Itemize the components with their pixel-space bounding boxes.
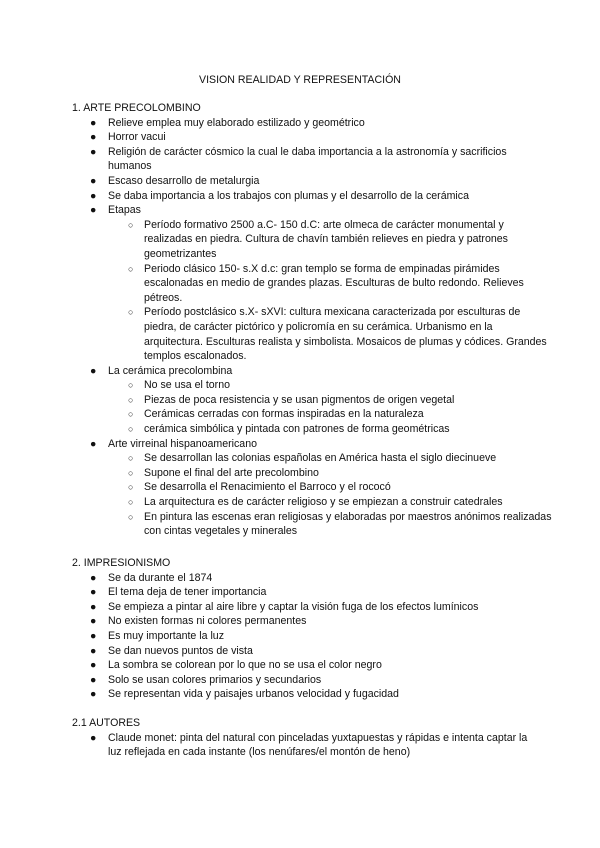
section-heading: 1. ARTE PRECOLOMBINO [72,102,201,114]
list-item: ● Solo se usan colores primarios y secundarios [90,673,322,686]
bullet-list [72,731,532,760]
sublist-item: ○ cerámica simbólica y pintada con patrones de forma geométricas [128,423,450,436]
bullet-icon: ● [90,615,97,628]
virreinal-sublist [72,451,552,539]
sublist-item: ○ Período postclásico s.X- sXVI: cultura mexicana caracterizada por esculturas de piedra, de carácter pictórico y policromía en su cerámica. Urbanismo en la arquitectura. Esculturas realista y simbolista. Mosaicos de plumas y códices. Grandes templos escalonados. [128,306,547,363]
bullet-icon: ● [90,174,97,187]
bullet-icon: ● [90,437,97,450]
sublist-item: ○ Supone el final del arte precolombino [128,466,319,479]
list-item: ● No existen formas ni colores permanentes [90,615,307,628]
list-item: ● Es muy importante la luz [90,629,224,642]
list-item: ● Horror vacui [90,131,166,144]
list-item: ● Religión de carácter cósmico la cual le daba importancia a la astronomía y sacrificios humanos [90,145,507,173]
bullet-icon: ● [90,600,97,613]
hollow-bullet-icon: ○ [128,453,134,464]
sublist-item: ○ La arquitectura es de carácter religioso y se empiezan a construir catedrales [128,496,503,509]
section-arte-precolombino [72,101,552,539]
section-autores [72,716,532,760]
list-item: ● Se empieza a pintar al aire libre y captar la visión fuga de los efectos lumínicos [90,600,479,613]
list-item: ● Se da durante el 1874 [90,571,213,584]
hollow-bullet-icon: ○ [128,219,134,230]
section-heading: 2. IMPRESIONISMO [72,557,171,569]
bullet-icon: ● [90,659,97,672]
sublist-item: ○ Período formativo 2500 a.C- 150 d.C: arte olmeca de carácter monumental y realizadas en piedra. Cultura de chavín también relieves en piedra y patrones geometrizantes [128,218,508,260]
hollow-bullet-icon: ○ [128,380,134,391]
hollow-bullet-icon: ○ [128,497,134,508]
bullet-icon: ● [90,189,97,202]
bullet-icon: ● [90,364,97,377]
bullet-icon: ● [90,688,97,701]
list-item: ● Claude monet: pinta del natural con pinceladas yuxtapuestas y rápidas e intenta captar la luz reflejada en cada instante (los nenúfares/el montón de heno) [90,731,528,759]
bullet-list [72,116,552,218]
list-item: ● Se daba importancia a los trabajos con plumas y el desarrollo de la cerámica [90,189,469,202]
section-impresionismo [72,556,552,702]
bullet-icon: ● [90,145,97,158]
document-title: VISION REALIDAD Y REPRESENTACIÓN [199,74,401,86]
sublist-item: ○ Cerámicas cerradas con formas inspiradas en la naturaleza [128,408,424,421]
sublist-item: ○ Se desarrolla el Renacimiento el Barroco y el rococó [128,481,391,494]
bullet-icon: ● [90,731,97,744]
ceramica-sublist [72,378,552,436]
list-item-etapas: ● Etapas [90,204,141,217]
hollow-bullet-icon: ○ [128,482,134,493]
list-item-virreinal: ● Arte virreinal hispanoamericano [90,437,257,450]
sublist-item: ○ Piezas de poca resistencia y se usan pigmentos de origen vegetal [128,393,455,406]
etapas-sublist [72,218,552,364]
bullet-icon: ● [90,673,97,686]
bullet-list [72,571,552,702]
bullet-icon: ● [90,131,97,144]
hollow-bullet-icon: ○ [128,394,134,405]
sublist-item: ○ En pintura las escenas eran religiosas y elaboradas por maestros anónimos realizadas con cintas vegetales y minerales [128,510,552,538]
list-item: ● Escaso desarrollo de metalurgia [90,174,260,187]
bullet-icon: ● [90,586,97,599]
bullet-icon: ● [90,204,97,217]
sublist-item: ○ No se usa el torno [128,379,230,392]
bullet-icon: ● [90,629,97,642]
hollow-bullet-icon: ○ [128,409,134,420]
section-heading: 2.1 AUTORES [72,717,141,729]
list-item: ● La sombra se colorean por lo que no se usa el color negro [90,659,382,672]
bullet-icon: ● [90,116,97,129]
list-item-ceramica: ● La cerámica precolombina [90,364,233,377]
list-item: ● Se representan vida y paisajes urbanos velocidad y fugacidad [90,688,399,701]
bullet-icon: ● [90,644,97,657]
hollow-bullet-icon: ○ [128,511,134,522]
sublist-item: ○ Se desarrollan las colonias españolas en América hasta el siglo diecinueve [128,452,497,465]
list-item: ● Se dan nuevos puntos de vista [90,644,253,657]
list-item: ● El tema deja de tener importancia [90,586,267,599]
sublist-item: ○ Periodo clásico 150- s.X d.c: gran templo se forma de empinadas pirámides escalonadas en medio de grandes plazas. Esculturas de bulto redondo. Relieves pétreos. [128,262,524,304]
bullet-list [72,364,552,379]
hollow-bullet-icon: ○ [128,263,134,274]
bullet-icon: ● [90,571,97,584]
hollow-bullet-icon: ○ [128,307,134,318]
list-item: ● Relieve emplea muy elaborado estilizado y geométrico [90,116,365,129]
bullet-list [72,437,552,452]
hollow-bullet-icon: ○ [128,467,134,478]
hollow-bullet-icon: ○ [128,424,134,435]
